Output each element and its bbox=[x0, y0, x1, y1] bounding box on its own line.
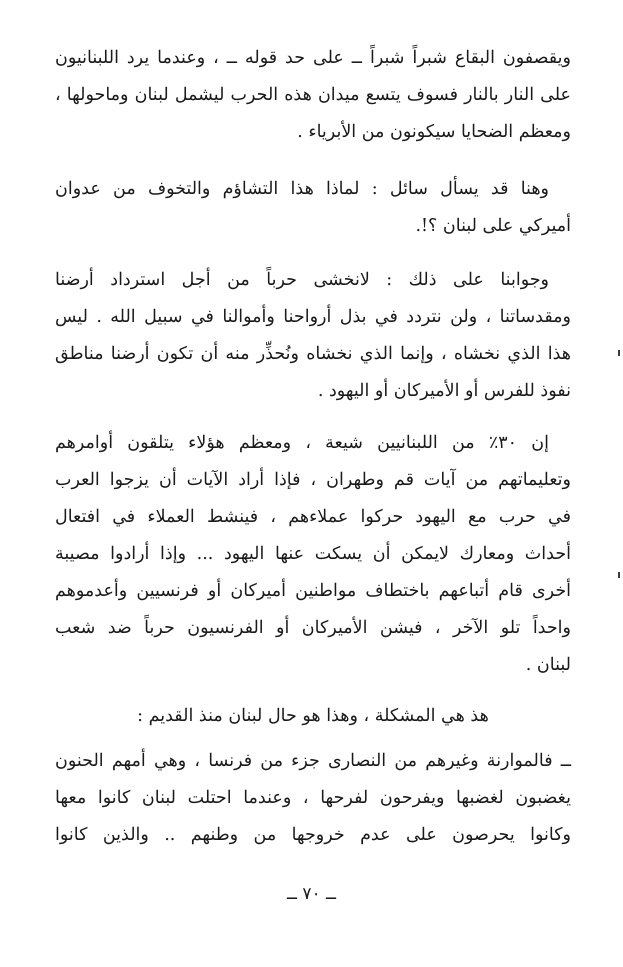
margin-mark bbox=[618, 350, 620, 356]
paragraph-5 bbox=[55, 698, 571, 735]
paragraph-2 bbox=[55, 171, 571, 245]
text-line: نفوذ للفرس أو الأميركان أو اليهود . bbox=[317, 381, 571, 401]
text-line: وكانوا يحرصون على عدم خروجها من وطنهم .. والذين كانوا bbox=[55, 825, 571, 845]
text-line: أحداث ومعارك لايمكن أن يسكت عنها اليهود ... وإذا أرادوا مصيبة bbox=[55, 544, 571, 564]
text-line: على النار بالنار فسوف يتسع ميدان هذه الحرب ليشمل لبنان وماحولها ، bbox=[55, 85, 571, 105]
text-line: ويقصفون البقاع شبراً شبراً ــ على حد قوله ــ ، وعندما يرد اللبنانيون bbox=[55, 48, 571, 68]
text-line: لبنان . bbox=[525, 655, 571, 675]
paragraph-6 bbox=[55, 743, 571, 854]
text-line: ومقدساتنا ، ولن نتردد في بذل أرواحنا وأموالنا في سبيل الله . ليس bbox=[55, 307, 571, 327]
margin-mark bbox=[618, 572, 620, 578]
text-line: واحداً تلو الآخر ، فيشن الأميركان أو الفرنسيون حرباً ضد شعب bbox=[55, 618, 571, 638]
text-line: وجوابنا على ذلك : لانخشى حرباً من أجل استرداد أرضنا bbox=[55, 270, 549, 290]
text-line: إن ٣٠٪ من اللبنانيين شيعة ، ومعظم هؤلاء يتلقون أوامرهم bbox=[55, 433, 549, 453]
text-line: أميركي على لبنان ؟!. bbox=[415, 216, 571, 236]
text-line: هذ هي المشكلة ، وهذا هو حال لبنان منذ القديم : bbox=[137, 706, 489, 726]
paragraph-3 bbox=[55, 262, 571, 410]
text-line: في حرب مع اليهود حركوا عملاءهم ، فينشط العملاء في افتعال bbox=[55, 507, 571, 527]
page-number: ــ ٧٠ ــ bbox=[286, 884, 336, 904]
text-line: وتعليماتهم من آيات قم وطهران ، فإذا أراد الآيات أن يزجوا العرب bbox=[55, 470, 571, 490]
text-line: ــ فالموارنة وغيرهم من النصارى جزء من فرنسا ، وهي أمهم الحنون bbox=[55, 751, 571, 771]
text-line: أخرى قام أتباعهم باختطاف مواطنين أميركان أو فرنسيين وأعدموهم bbox=[55, 581, 571, 601]
text-line: هذا الذي نخشاه ، وإنما الذي نخشاه ونُحذِّر منه أن تكون أرضنا مناطق bbox=[55, 344, 571, 364]
text-line: يغضبون لغضبها ويفرحون لفرحها ، وعندما احتلت لبنان كانوا معها bbox=[55, 788, 571, 808]
text-line: ومعظم الضحايا سيكونون من الأبرياء . bbox=[297, 122, 571, 142]
text-line: وهنا قد يسأل سائل : لماذا هذا التشاؤم والتخوف من عدوان bbox=[55, 179, 549, 199]
paragraph-4 bbox=[55, 425, 571, 684]
paragraph-1 bbox=[55, 40, 571, 151]
